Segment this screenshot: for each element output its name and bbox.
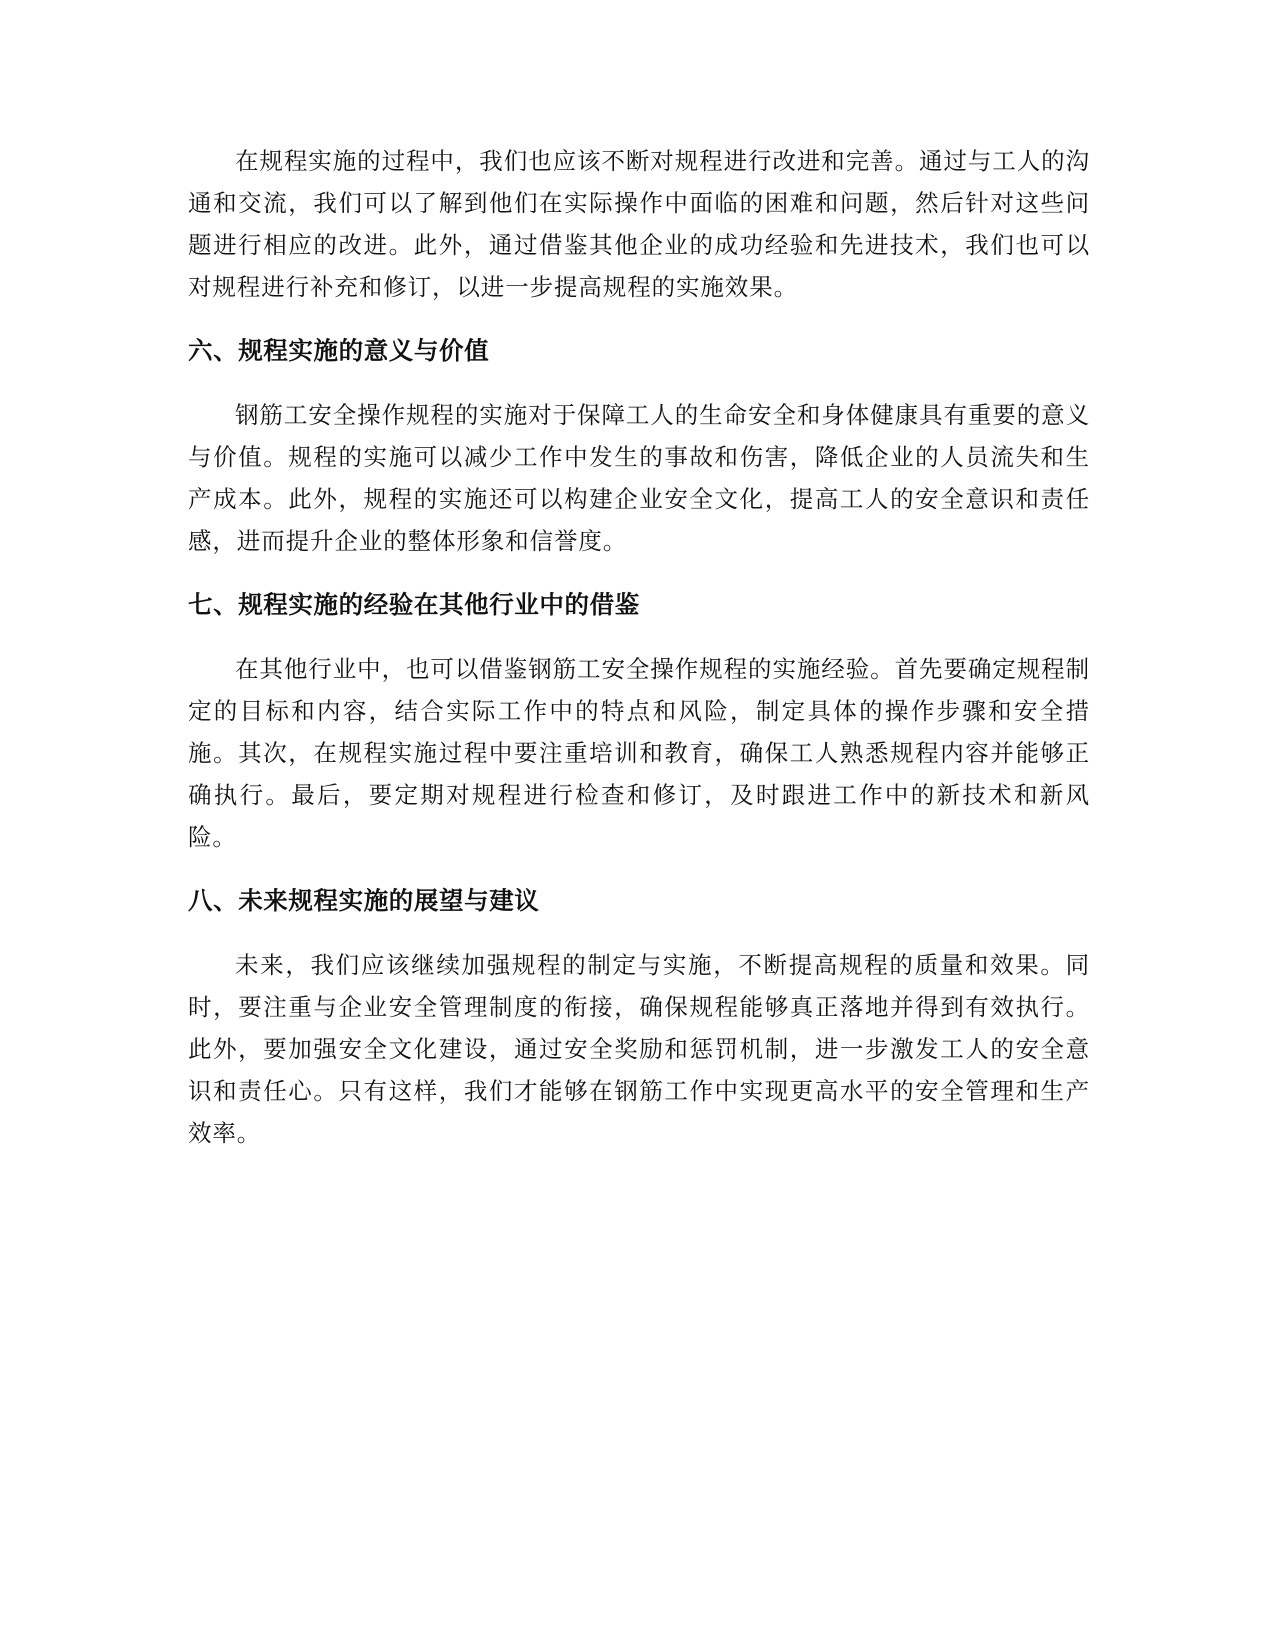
paragraph-improvement: 在规程实施的过程中，我们也应该不断对规程进行改进和完善。通过与工人的沟通和交流，我们可以了解到他们在实际操作中面临的困难和问题，然后针对这些问题进行相应的改进。此外，通过借鉴其他企业的成功经验和先进技术，我们也可以对规程进行补充和修订，以进一步提高规程的实施效果。 bbox=[188, 147, 1090, 301]
section-heading-future-outlook: 八、未来规程实施的展望与建议 bbox=[188, 886, 540, 915]
paragraph-significance: 钢筋工安全操作规程的实施对于保障工人的生命安全和身体健康具有重要的意义与价值。规程的实施可以减少工作中发生的事故和伤害，降低企业的人员流失和生产成本。此外，规程的实施还可以构建企业安全文化，提高工人的安全意识和责任感，进而提升企业的整体形象和信誉度。 bbox=[188, 401, 1090, 555]
section-heading-other-industries: 七、规程实施的经验在其他行业中的借鉴 bbox=[188, 590, 640, 619]
section-heading-significance: 六、规程实施的意义与价值 bbox=[188, 336, 490, 365]
document-body bbox=[188, 140, 1090, 1154]
paragraph-future-outlook: 未来，我们应该继续加强规程的制定与实施，不断提高规程的质量和效果。同时，要注重与企业安全管理制度的衔接，确保规程能够真正落地并得到有效执行。此外，要加强安全文化建设，通过安全奖励和惩罚机制，进一步激发工人的安全意识和责任心。只有这样，我们才能够在钢筋工作中实现更高水平的安全管理和生产效率。 bbox=[188, 951, 1090, 1147]
paragraph-other-industries: 在其他行业中，也可以借鉴钢筋工安全操作规程的实施经验。首先要确定规程制定的目标和内容，结合实际工作中的特点和风险，制定具体的操作步骤和安全措施。其次，在规程实施过程中要注重培训和教育，确保工人熟悉规程内容并能够正确执行。最后，要定期对规程进行检查和修订，及时跟进工作中的新技术和新风险。 bbox=[188, 655, 1090, 851]
